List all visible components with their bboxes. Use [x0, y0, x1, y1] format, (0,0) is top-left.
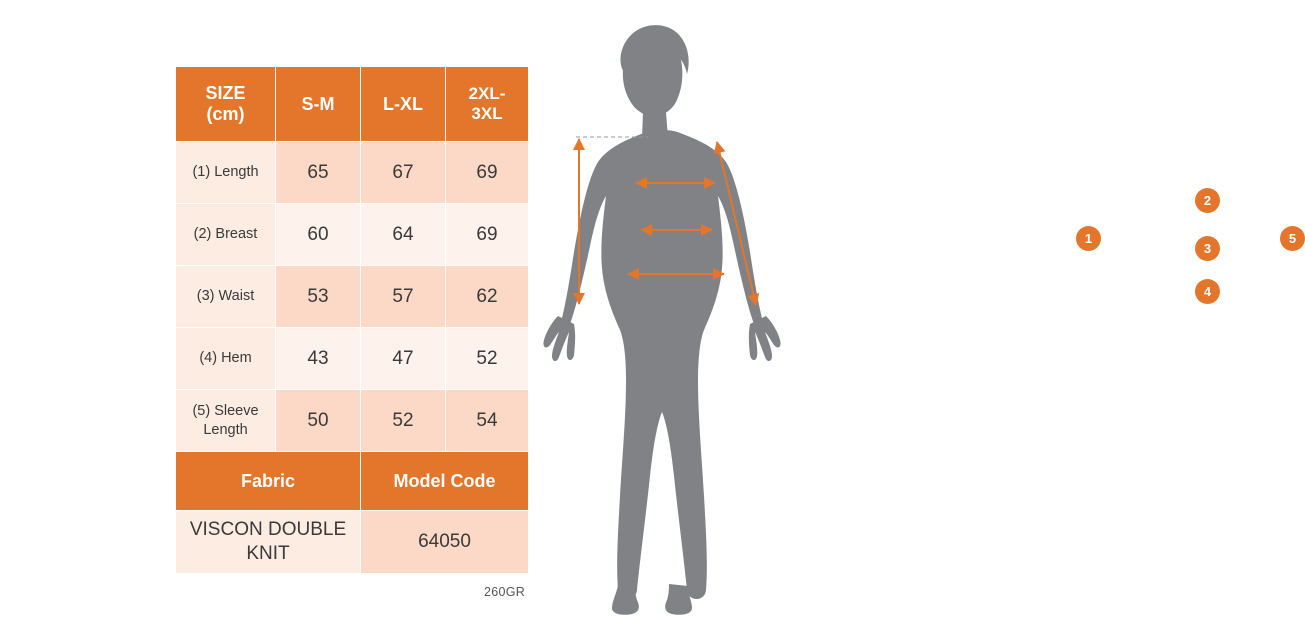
cell-breast-lxl: 64: [361, 204, 446, 266]
cell-breast-2xl3xl: 69: [446, 204, 529, 266]
cell-length-sm: 65: [276, 142, 361, 204]
female-silhouette: [543, 25, 780, 615]
cell-sleeve-2xl3xl: 54: [446, 390, 529, 452]
model-figure-diagram: [540, 20, 1297, 620]
size-chart-table: [175, 66, 529, 574]
header-size: [176, 67, 276, 142]
cell-waist-2xl3xl: 62: [446, 266, 529, 328]
cell-hem-2xl3xl: 52: [446, 328, 529, 390]
footer-header-fabric: Fabric: [176, 452, 361, 511]
header-col-lxl: L-XL: [361, 67, 446, 142]
footer-value-model-code: 64050: [361, 511, 529, 574]
badge-5-sleeve-length: 5: [1280, 226, 1305, 251]
table-row: [176, 142, 529, 204]
badge-4-hem: 4: [1195, 279, 1220, 304]
row-label-breast: (2) Breast: [176, 204, 276, 266]
fabric-weight-note: 260GR: [484, 585, 526, 599]
header-col-2xl3xl: [446, 67, 529, 142]
row-label-sleeve-length: (5) Sleeve Length: [176, 390, 276, 452]
cell-length-lxl: 67: [361, 142, 446, 204]
cell-hem-lxl: 47: [361, 328, 446, 390]
measure-arrow-sleeve-length: [717, 142, 756, 305]
fabric-line1: VISCON DOUBLE: [189, 519, 347, 541]
header-size-line1: SIZE: [205, 83, 246, 104]
cell-hem-sm: 43: [276, 328, 361, 390]
badge-2-breast: 2: [1195, 188, 1220, 213]
table-row: [176, 204, 529, 266]
footer-header-model-code: Model Code: [361, 452, 529, 511]
header-col4-line1: 2XL-: [468, 84, 506, 104]
badge-3-waist: 3: [1195, 236, 1220, 261]
header-col4-line2: 3XL: [471, 104, 503, 123]
header-col-sm: S-M: [276, 67, 361, 142]
table-row: [176, 328, 529, 390]
fabric-line2: KNIT: [246, 543, 290, 564]
cell-waist-lxl: 57: [361, 266, 446, 328]
table-row: [176, 390, 529, 452]
row-label-hem: (4) Hem: [176, 328, 276, 390]
cell-sleeve-sm: 50: [276, 390, 361, 452]
row-label-waist: (3) Waist: [176, 266, 276, 328]
row-label-length: (1) Length: [176, 142, 276, 204]
header-size-line2: (cm): [206, 104, 245, 124]
footer-value-fabric: [176, 511, 361, 574]
table-footer-value-row: [176, 511, 529, 574]
table-row: [176, 266, 529, 328]
cell-length-2xl3xl: 69: [446, 142, 529, 204]
cell-breast-sm: 60: [276, 204, 361, 266]
table-footer-header-row: [176, 452, 529, 511]
figure-svg: [540, 20, 1010, 620]
badge-1-length: 1: [1076, 226, 1101, 251]
table-header-row: [176, 67, 529, 142]
cell-sleeve-lxl: 52: [361, 390, 446, 452]
cell-waist-sm: 53: [276, 266, 361, 328]
